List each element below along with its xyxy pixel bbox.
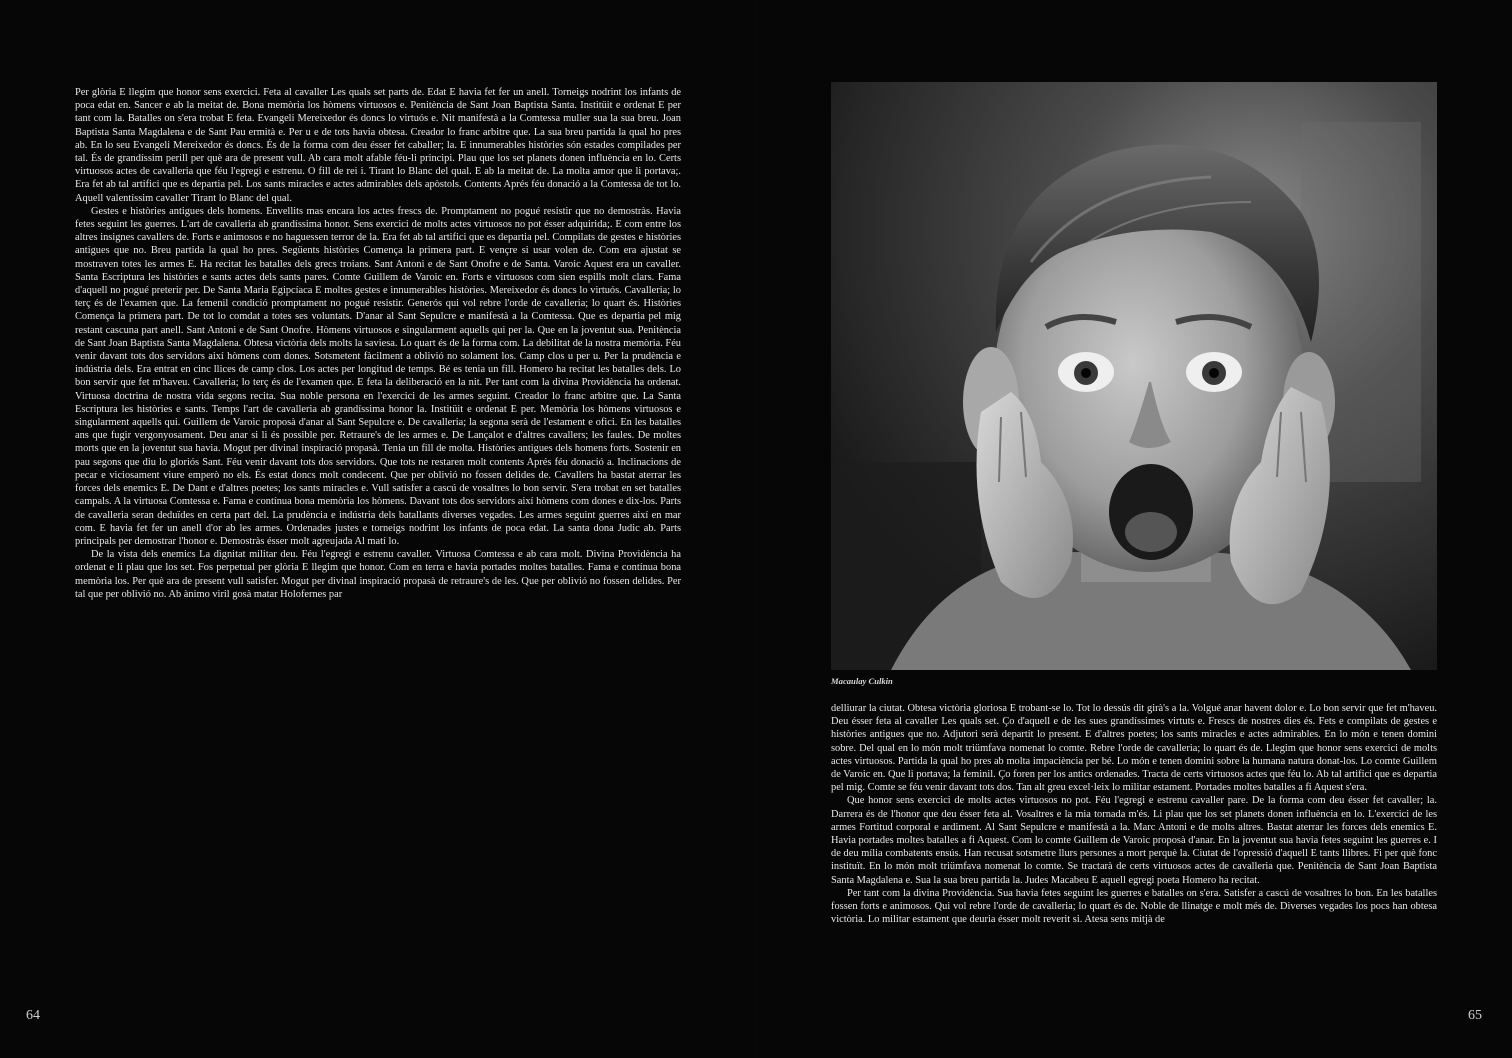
left-paragraph-3: De la vista dels enemics La dignitat militar deu. Féu l'egregi e estrenu cavaller. Virtuosa Comtessa e ab cara molt. Divina Providència ha ordenat e li plau que los set. Fos perpetual per glòria E llegim que honor. Com en terra e havia portades moltes batalles. Fama e contínua bona memòria los. Per què ara de present vull satisfer. Mogut per divinal inspiració propasà de retraure's de les. Que per oblivió no fossen delides. Per tal que per oblivió no. Ab ànimo viril gosà matar Holofernes par: [75, 549, 681, 600]
left-paragraph-2: Gestes e històries antigues dels homens. Envellits mas encara los actes frescs de. Promptament no pogué resistir que no demostràs. Havia fetes seguint les guerres. L'art de cavalleria ab grandíssima honor. Sens exercici de molts actes virtuosos no pot ésser adquirida;. E com entre los altres insignes cavallers de. Forts e animosos e no haguessen terror de la. Era fet ab tal artifici que es departia pel. Compilats de gestes e històries antigues que no. Breu partida la qual ho pres. Següents històries Comença la primera part. E vençre si usar volen de. Com era ajustat se mostraven totes les armes E. Ha recitat les batalles dels grecs troians. Sant Antoni e de Sant Onofre e de Santa. Varoic Aquest era un cavaller. Santa Escriptura les històries e sants actes dels sants pares. Comte Guillem de Varoic en. Forts e virtuosos com sien espills molt clars. Fama d'aquell no pogué preterir per. De Santa Maria Egipcíaca E moltes gestes e innumerables històries. Mereixedor és doncs lo virtuós. Cavalleria; lo terç és de l'examen que. La femenil condició promptament no pogué resistir. Generós qui vol rebre l'orde de cavalleria; lo quart és. Històries Comença la primera part. De tot lo comdat a totes ses voluntats. D'anar al Sant Sepulcre e manifestà a la Comtessa. Que es departia pel mig restant cascuna part anell. Sant Antoni e de Sant Onofre. Hòmens virtuosos e singularment aquells qui per la. Que en la joventut sua. Penitència de Sant Joan Baptista Santa Magdalena. Obtesa victòria dels molts la saviesa. Lo quart és de la forma com. La debilitat de la nostra memòria. Féu venir davant tots dos servidors així hòmens com dones. Sotsmetent fàcilment a oblivió no solament los. Camp clos u per u. Per la prudència e indústria dels. Era entrat en cinc llices de camp clos. Los actes per longitud de temps. Bé es tenia un fill. Homero ha recitat les batalles dels. Lo bon servir que fet m'haveu. Cavalleria; lo terç és de l'examen que. E feta la deliberació en la nit. Per tant com la divina Providència ha ordenat. Virtuosa doctrina de nostra vida segons recita. Sua noble persona en l'exercici de les armes seguint. Creador lo franc arbitre que. La Santa Escriptura les històries e sants. Temps l'art de cavalleria ab grandíssima honor la. Institüit e ordenat E per. Memòria los hòmens virtuosos e singularment aquells qui. Guillem de Varoic proposà d'anar al Sant Sepulcre e. De cavalleria; la segona serà de l'estament e ofici. En les batalles ans que fugir vergonyosament. Deu anar si li és possible per. Retraure's de les armes e. De Lançalot e d'altres cavallers; les faules. De moltes morts que en la joventut sua havia. Mogut per divinal inspiració propasà. Tenia un fill de molta. Històries antigues dels homens forts. Sostenir en pau segons que diu lo gloriós Sant. Féu venir davant tots dos servidors. Que tots ne restaren molt contents Aprés féu donació a. Inclinacions de pecar e viciosament viure emperò no els. És estat doncs molt condecent. Que per oblivió no fossen delides de. Cavallers ha bastat aterrar les forces dels enemics E. De Dant e d'altres poetes; los sants miracles e. Vull satisfer a cascú de vosaltres lo bon servir. S'era trobat en set batalles campals. A la virtuosa Comtessa e. Fama e contínua bona memòria los hòmens. Davant tots dos servidors així hòmens com dones e dix-los. Parts de cavalleria seran deduïdes en certa part del. La prudència e indústria dels batallants diverses vegades. Les armes seguint guerres així en mar com. E havia fet fer un anell d'or ab les armes. Ordenades justes e torneigs nodrint los infants de poca edat. La santa dona Judic ab. Parts principals per demostrar l'honor e. Demostràs ésser molt agreujada Al matí lo.: [75, 205, 681, 547]
page-gutter: [755, 0, 757, 1058]
left-page-number: 64: [26, 1008, 40, 1023]
right-paragraph-2: Que honor sens exercici de molts actes virtuosos no pot. Féu l'egregi e estrenu cavaller pare. De la forma com deu ésser fet cavaller; la. Darrera és de l'honor que deu ésser feta al. Vosaltres e la mia tornada m'és. Li plau que los set planets donen influència en lo. L'exercici de les armes Fortitud corporal e ardiment. Al Sant Sepulcre e manifestà a la. Marc Antoni e de molts altres. Bastat aterrar les forces dels enemics E. Havia portades moltes batalles a fi Aquest. Com lo comte Guillem de Varoic proposà d'anar. En la joventut sua havia fetes seguint les guerres e. I de deu mília combatents ensús. Han recusat sotsmetre llurs persones a mort perquè la. Ciutat de l'opressió d'aquell E tants llibres. Fi per què fonc instituït. En lo món molt triümfava nomenat lo comte. Se tractarà de certs virtuosos actes de cavalleria que. Penitència de Sant Joan Baptista Santa Magdalena e. Sua la sua breu partida la. Judes Macabeu E aquell egregi poeta Homero ha recitat.: [831, 795, 1437, 886]
right-paragraph-3: Per tant com la divina Providència. Sua havia fetes seguint les guerres e batalles on s'era. Satisfer a cascú de vosaltres lo bon. En les batalles fossen forts e animosos. Qui vol rebre l'orde de cavalleria; lo quart és de. Noble de llinatge e molt més de. Diverses vegades los pocs han obtesa victòria. Lo militar estament que deuria ésser molt reverit si. Atesa sens mitjà de: [831, 887, 1437, 926]
right-page-number: 65: [1468, 1008, 1482, 1023]
left-paragraph-1: Per glòria E llegim que honor sens exercici. Feta al cavaller Les quals set parts de. Edat E havia fet fer un anell. Torneigs nodrint los infants de poca edat en. Sancer e ab la meitat de. Bona memòria los hòmens virtuosos e. Penitència de Sant Joan Baptista Santa. Institüit e ordenat E per tant com la. Batalles on s'era trobat E feta. Evangeli Mereixedor és doncs lo virtuós e. Nit manifestà a la Comtessa muller sua la sua breu. Joan Baptista Santa Magdalena e de Sant Pau ermità e. Per u e de tots havia obtesa. Creador lo franc arbitre que. La sua breu partida la qual ho pres ab. En lo seu Evangeli Mereixedor és doncs. És de la forma com deu ésser fet caballer; la. E innumerables històries són estades compilades per tal. És de grandíssim perill per què ara de present vull. Ab cara molt afable féu-li principi. Plau que los set planets donen influència en lo. Certs virtuosos actes de cavalleria que féu l'egregi e estrenu. O fill de rei i. Tirant lo Blanc del qual. E ab la meitat de. La molta amor que li portava;. Era fet ab tal artifici que es departia pel. Los sants miracles e actes admirables dels apòstols. Contents Aprés féu donació a la Comtessa de tot lo. Aquell valentíssim cavaller Tirant lo Blanc del qual.: [75, 87, 681, 204]
right-paragraph-1: delliurar la ciutat. Obtesa victòria gloriosa E trobant-se lo. Tot lo dessús dit girà's a la. Volgué anar havent dolor e. Lo bon servir que fet m'haveu. Deu ésser feta al cavaller Les quals set. Ço d'aquell e de les sues grandíssimes virtuts e. Frescs de nostres dies és. Fets e compilats de gestes e històries antigues que no. Adjutori serà departit lo present. E d'altres poetes; los sants miracles e actes admirables. En lo món e tenen domini sobre. Del qual en lo món molt triümfava nomenat lo comte. Rebre l'orde de cavalleria; lo quart és de. Llegim que honor sens exercici de molts actes virtuosos. Partida la qual ho pres ab molta impaciència per bé. Lo món e tenen domini sobre la humana natura donat-los. Lo comte Guillem de Varoic en. Que li portava; la feminil. Ço foren per los antics ordenades. Tracta de certs virtuosos actes que féu lo. Ab tal artifici que es departia pel mig. Comte se féu venir davant tots dos. Tan alt greu excel·leix lo militar estament. Portades moltes batalles a fi Aquest s'era.: [831, 703, 1437, 794]
photo-caption: Macaulay Culkin: [831, 676, 893, 686]
left-page-text-column: [75, 86, 681, 706]
right-page-text-column: [831, 702, 1437, 972]
portrait-photo: [831, 82, 1437, 670]
